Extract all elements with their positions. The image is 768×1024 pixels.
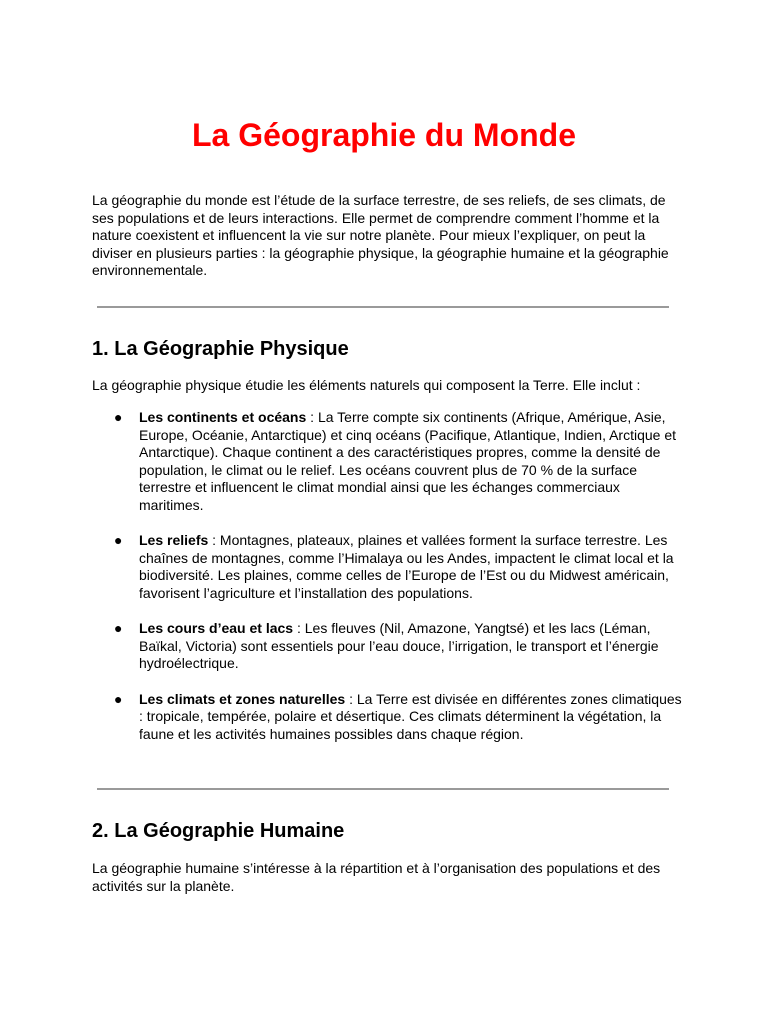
bullet-term: Les continents et océans <box>139 409 307 425</box>
list-item <box>92 532 682 602</box>
bullet-icon: ● <box>114 620 123 637</box>
bullet-icon: ● <box>114 409 123 425</box>
bullet-term: Les cours d’eau et lacs <box>139 620 294 637</box>
physique-bullet-list <box>92 409 682 761</box>
list-item <box>92 691 682 744</box>
list-item <box>92 620 682 673</box>
section-heading-humaine: 2. La Géographie Humaine <box>92 820 345 842</box>
bullet-icon: ● <box>114 532 123 549</box>
document-title: La Géographie du Monde <box>191 117 576 153</box>
section-divider <box>97 788 669 790</box>
bullet-text: : Montagnes, plateaux, plaines et vallées forment la surface terrestre. Les chaînes de montagnes, comme l’Himalaya ou les Andes, impactent le climat local et la biodiversité. Les plaines, comme celles de l’Europe de l’Est ou du Midwest américain, favorisent l’agriculture et l’installation des populations. <box>139 532 674 601</box>
section-divider <box>97 306 669 308</box>
bullet-term: Les climats et zones naturelles <box>139 690 346 707</box>
section-heading-physique: 1. La Géographie Physique <box>92 338 349 360</box>
list-item <box>92 409 682 515</box>
bullet-text: : Les fleuves (Nil, Amazone, Yangtsé) et les lacs (Léman, Baïkal, Victoria) sont essentiels pour l’eau douce, l’irrigation, le transport et l’énergie hydroélectrique. <box>139 620 659 672</box>
bullet-text: : La Terre est divisée en différentes zones climatiques : tropicale, tempérée, polaire et désertique. Ces climats déterminent la végétation, la faune et les activités humaines possibles dans chaque région. <box>139 690 682 742</box>
bullet-term: Les reliefs <box>139 532 209 549</box>
bullet-icon: ● <box>114 690 123 707</box>
intro-paragraph: La géographie du monde est l’étude de la surface terrestre, de ses reliefs, de ses climats, de ses populations et de leurs interactions. Elle permet de comprendre comment l’homme et la nature coexistent et influencent la vie sur notre planète. Pour mieux l’expliquer, on peut la diviser en plusieurs parties : la géographie physique, la géographie humaine et la géographie environnementale. <box>92 192 669 279</box>
section-paragraph-physique: La géographie physique étudie les éléments naturels qui composent la Terre. Elle inclut : <box>92 377 641 393</box>
section-paragraph-humaine: La géographie humaine s’intéresse à la répartition et à l’organisation des populations et des activités sur la planète. <box>92 860 661 894</box>
bullet-text: : La Terre compte six continents (Afrique, Amérique, Asie, Europe, Océanie, Antarctique) et cinq océans (Pacifique, Atlantique, Indien, Arctique et Antarctique). Chaque continent a des caractéristiques propres, comme la densité de population, le climat ou le relief. Les océans couvrent plus de 70 % de la surface terrestre et influencent le climat mondial ainsi que les échanges commerciaux maritimes. <box>139 409 677 513</box>
